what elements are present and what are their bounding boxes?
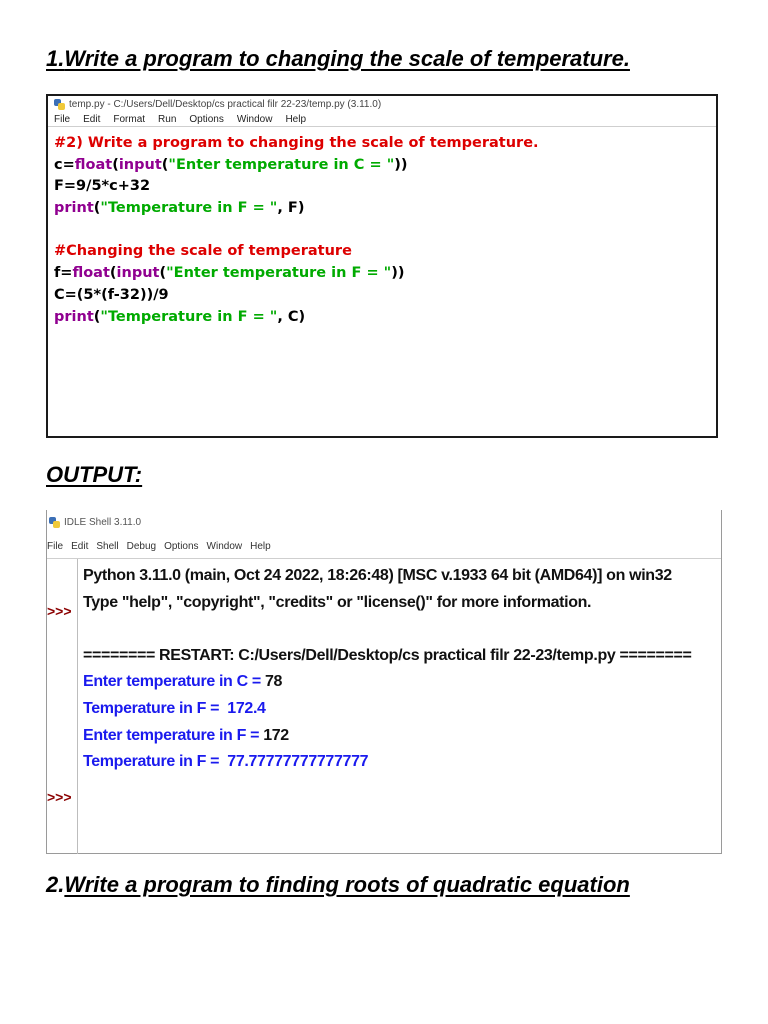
code-token: (	[159, 265, 167, 282]
code-line	[54, 307, 716, 329]
code-token: print	[54, 200, 94, 217]
code-token: input	[116, 265, 160, 282]
shell-prompt: >>>	[47, 789, 72, 805]
menu-edit[interactable]: Edit	[83, 113, 101, 125]
shell-line-text: Temperature in F = 172.4	[83, 699, 266, 717]
editor-titlebar	[48, 96, 716, 112]
menu-file[interactable]: File	[54, 113, 71, 125]
menu-options[interactable]: Options	[189, 113, 224, 125]
code-token: "Enter temperature in C = "	[168, 156, 395, 173]
shell-window	[46, 510, 722, 854]
code-line	[54, 133, 716, 155]
shell-menu-help[interactable]: Help	[250, 540, 271, 552]
output-heading: OUTPUT:	[46, 462, 143, 487]
menu-help[interactable]: Help	[285, 113, 307, 125]
shell-menu-edit[interactable]: Edit	[71, 540, 89, 552]
code-token: (	[112, 156, 119, 173]
shell-menu-options[interactable]: Options	[164, 540, 199, 552]
python-file-icon	[54, 99, 65, 110]
shell-menu-file[interactable]: File	[47, 540, 64, 552]
section-1-number: 1.	[46, 46, 65, 71]
shell-line-text: ======== RESTART: C:/Users/Dell/Desktop/cs practical filr 22-23/temp.py ========	[83, 646, 692, 664]
code-token: #Changing the scale of temperature	[54, 243, 352, 260]
editor-window	[46, 94, 718, 438]
shell-line	[83, 749, 691, 776]
code-token: F=9/5*c+32	[54, 178, 151, 195]
shell-line	[83, 563, 691, 590]
shell-text	[83, 563, 691, 776]
code-line	[54, 285, 716, 307]
user-input-value: 78	[264, 673, 283, 691]
code-token: (	[93, 200, 101, 217]
shell-menu-shell[interactable]: Shell	[96, 540, 119, 552]
editor-menubar	[48, 112, 716, 127]
code-token: float	[74, 156, 113, 173]
code-token: "Temperature in F = "	[100, 200, 278, 217]
section-1-heading	[46, 46, 630, 72]
editor-title: temp.py - C:/Users/Dell/Desktop/cs practical filr 22-23/temp.py (3.11.0)	[69, 98, 382, 110]
menu-window[interactable]: Window	[236, 113, 273, 125]
code-token: , F)	[277, 200, 305, 217]
shell-line	[83, 590, 691, 617]
code-token: f=	[54, 265, 73, 282]
shell-titlebar	[47, 510, 721, 534]
shell-line-text: Temperature in F = 77.77777777777777	[83, 753, 369, 771]
code-token: (	[93, 308, 101, 325]
code-token: #2) Write a program to changing the scale of temperature.	[54, 135, 539, 151]
code-line	[54, 241, 716, 263]
shell-line-text: Type "help", "copyright", "credits" or "license()" for more information.	[83, 593, 592, 611]
section-1-title: Write a program to changing the scale of temperature.	[64, 46, 630, 71]
shell-prompt: >>>	[47, 603, 72, 619]
code-line	[54, 176, 716, 198]
user-input-value: 172	[263, 726, 289, 744]
code-token: c=	[54, 156, 75, 173]
section-2-title: Write a program to finding roots of quadratic equation	[64, 872, 630, 897]
code-token: print	[54, 308, 94, 325]
shell-menu-window[interactable]: Window	[206, 540, 243, 552]
code-token: ))	[394, 156, 408, 173]
shell-menu-debug[interactable]: Debug	[126, 540, 157, 552]
code-line	[54, 220, 716, 242]
code-token: input	[118, 156, 162, 173]
menu-format[interactable]: Format	[113, 113, 146, 125]
shell-title: IDLE Shell 3.11.0	[64, 516, 142, 528]
code-editor-area[interactable]	[48, 127, 716, 328]
code-line	[54, 155, 716, 177]
shell-line	[83, 723, 691, 750]
shell-line-text: Python 3.11.0 (main, Oct 24 2022, 18:26:48) [MSC v.1933 64 bit (AMD64)] on win32	[83, 567, 672, 584]
code-token: "Enter temperature in F = "	[166, 265, 392, 282]
shell-line	[83, 643, 691, 670]
code-token: , C)	[277, 308, 306, 325]
code-token: float	[72, 265, 110, 282]
shell-output-area[interactable]	[47, 559, 721, 854]
shell-line-text: Enter temperature in F =	[83, 726, 264, 744]
code-token: "Temperature in F = "	[100, 308, 278, 325]
code-token: C=(5*(f-32))/9	[54, 286, 169, 303]
section-2-heading	[46, 872, 630, 898]
shell-menubar	[47, 534, 721, 559]
code-token: (	[109, 265, 117, 282]
code-token: (	[161, 156, 169, 173]
code-line	[54, 263, 716, 285]
shell-line	[83, 616, 691, 643]
idle-shell-icon	[49, 517, 60, 528]
shell-line	[83, 696, 691, 723]
menu-run[interactable]: Run	[158, 113, 177, 125]
shell-line-text: Enter temperature in C =	[83, 673, 265, 691]
code-line	[54, 198, 716, 220]
section-2-number: 2.	[46, 872, 65, 897]
shell-line	[83, 669, 691, 696]
code-token: ))	[391, 265, 405, 282]
